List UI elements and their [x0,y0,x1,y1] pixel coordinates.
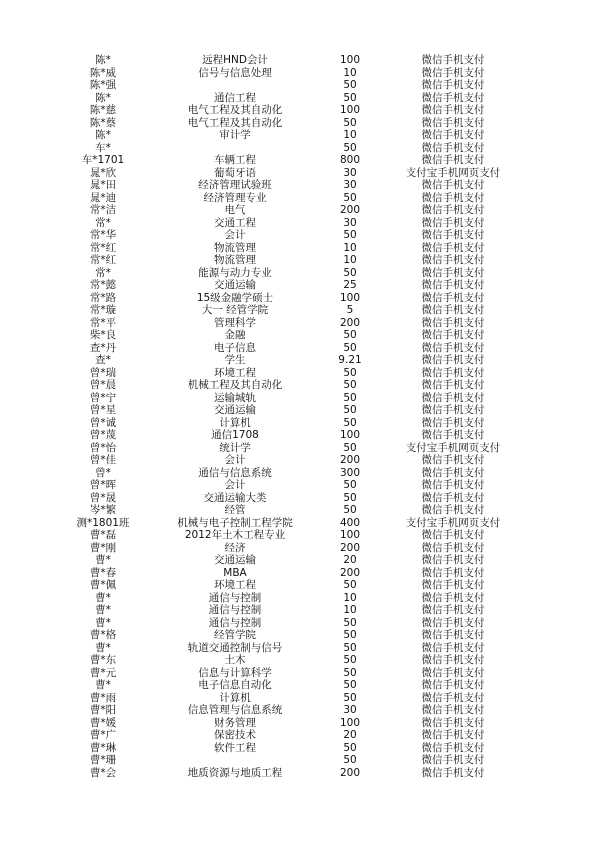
payment-method-cell: 微信手机支付 [421,641,485,654]
donor-name-cell: 曹*琳 [89,741,117,754]
major-cell: 运输城轨 [214,391,256,404]
donor-name-cell: 陈* [95,129,111,141]
amount-cell: 50 [343,441,357,454]
amount-cell: 100 [339,54,361,66]
table-row [0,604,600,617]
table-row [0,729,600,742]
table-row [0,367,600,380]
table-row [0,479,600,492]
table-row [0,79,600,92]
donor-name-cell: 曹*刚 [89,541,117,554]
amount-cell: 200 [339,316,361,329]
payment-method-cell: 微信手机支付 [421,341,485,354]
table-row [0,454,600,467]
major-cell: 信息管理与信息系统 [187,704,283,716]
amount-cell: 30 [343,179,357,191]
table-row [0,104,600,117]
payment-method-cell: 微信手机支付 [421,241,485,254]
major-cell: 地质资源与地质工程 [187,766,283,779]
table-row [0,717,600,730]
major-cell: 15级金融学硕士 [196,291,274,304]
amount-cell: 50 [343,391,357,404]
major-cell: 计算机 [219,416,251,429]
donor-name-cell: 曾* [95,466,111,479]
amount-cell: 50 [343,329,357,341]
major-cell: 机械工程及其自动化 [187,379,283,391]
payment-method-cell: 微信手机支付 [421,529,485,541]
major-cell: 电子信息 [214,341,256,354]
amount-cell: 100 [339,529,361,541]
amount-cell: 50 [343,79,357,91]
amount-cell: 30 [343,166,357,179]
donor-name-cell: 晁*迪 [89,191,117,204]
payment-method-cell: 微信手机支付 [421,541,485,554]
amount-cell: 100 [339,429,361,441]
amount-cell: 20 [343,554,357,566]
major-cell: 物流管理 [214,241,256,254]
payment-method-cell: 微信手机支付 [421,279,485,291]
amount-cell: 50 [343,266,357,279]
table-row [0,742,600,755]
major-cell: 信息与计算科学 [198,666,272,679]
major-cell: 电气工程及其自动化 [187,104,283,116]
amount-cell: 50 [343,754,357,766]
donor-name-cell: 常*红 [89,254,117,266]
donor-name-cell: 曹*广 [89,729,117,741]
table-row [0,542,600,555]
table-row [0,654,600,667]
payment-method-cell: 微信手机支付 [421,141,485,154]
table-row [0,617,600,630]
major-cell: 经济管理专业 [203,191,267,204]
payment-method-cell: 微信手机支付 [421,304,485,316]
amount-cell: 800 [339,154,361,166]
payment-method-cell: 微信手机支付 [421,554,485,566]
payment-method-cell: 微信手机支付 [421,579,485,591]
donor-name-cell: 常*洁 [89,204,117,216]
major-cell: 会计 [224,454,246,466]
donor-name-cell: 查*丹 [89,341,117,354]
payment-method-cell: 微信手机支付 [421,316,485,329]
donor-name-cell: 曹*东 [89,654,117,666]
table-row [0,417,600,430]
donor-name-cell: 曹* [95,591,111,604]
payment-method-cell: 微信手机支付 [421,266,485,279]
table-row [0,354,600,367]
table-row [0,329,600,342]
donor-name-cell: 曾*星 [89,404,117,416]
major-cell: 信号与信息处理 [198,66,272,79]
donor-name-cell: 陈* [95,91,111,104]
amount-cell: 50 [343,91,357,104]
major-cell: 通信与信息系统 [198,466,272,479]
amount-cell: 50 [343,379,357,391]
table-row [0,529,600,542]
payment-method-cell: 微信手机支付 [421,79,485,91]
table-row [0,279,600,292]
payment-method-cell: 微信手机支付 [421,66,485,79]
major-cell: 保密技术 [214,729,256,741]
table-row [0,217,600,230]
payment-method-cell: 微信手机支付 [421,329,485,341]
donor-name-cell: 常*懿 [89,279,117,291]
donor-name-cell: 曹*珊 [89,754,117,766]
donor-name-cell: 陈* [95,54,111,66]
amount-cell: 100 [339,716,361,729]
donor-name-cell: 曾*蔑 [89,429,117,441]
donor-name-cell: 曹* [95,554,111,566]
donation-table [0,54,600,779]
table-row [0,179,600,192]
donor-name-cell: 曹* [95,616,111,629]
donor-name-cell: 晁*田 [89,179,117,191]
donor-name-cell: 曹*雨 [89,691,117,704]
donor-name-cell: 常* [95,266,111,279]
payment-method-cell: 微信手机支付 [421,429,485,441]
payment-method-cell: 微信手机支付 [421,254,485,266]
payment-method-cell: 支付宝手机网页支付 [405,441,501,454]
table-row [0,167,600,180]
payment-method-cell: 微信手机支付 [421,366,485,379]
table-row [0,229,600,242]
table-row [0,67,600,80]
donor-name-cell: 车*1701 [81,154,125,166]
major-cell: 交通运输 [214,279,256,291]
major-cell: 环境工程 [214,579,256,591]
payment-method-cell: 微信手机支付 [421,104,485,116]
amount-cell: 10 [343,66,357,79]
payment-method-cell: 微信手机支付 [421,116,485,129]
major-cell: 通信与控制 [208,616,262,629]
major-cell: 会计 [224,229,246,241]
payment-method-cell: 微信手机支付 [421,91,485,104]
amount-cell: 50 [343,741,357,754]
major-cell: 通信与控制 [208,604,262,616]
payment-method-cell: 微信手机支付 [421,216,485,229]
amount-cell: 10 [343,129,357,141]
major-cell: MBA [223,566,247,579]
table-row [0,304,600,317]
payment-method-cell: 微信手机支付 [421,454,485,466]
table-row [0,254,600,267]
donor-name-cell: 常*路 [89,291,117,304]
payment-method-cell: 微信手机支付 [421,179,485,191]
major-cell: 统计学 [219,441,251,454]
table-row [0,267,600,280]
donor-name-cell: 曾*诚 [89,416,117,429]
amount-cell: 200 [339,566,361,579]
payment-method-cell: 微信手机支付 [421,666,485,679]
donor-name-cell: 测*1801班 [76,516,130,529]
table-row [0,292,600,305]
payment-method-cell: 微信手机支付 [421,654,485,666]
payment-method-cell: 微信手机支付 [421,704,485,716]
payment-method-cell: 微信手机支付 [421,616,485,629]
table-row [0,754,600,767]
table-row [0,342,600,355]
amount-cell: 50 [343,691,357,704]
table-row [0,117,600,130]
donor-name-cell: 曾*宁 [89,391,117,404]
major-cell: 经管 [224,504,246,516]
payment-method-cell: 微信手机支付 [421,679,485,691]
donor-name-cell: 柴*良 [89,329,117,341]
major-cell: 经济 [224,541,246,554]
major-cell: 计算机 [219,691,251,704]
amount-cell: 50 [343,579,357,591]
table-row [0,504,600,517]
payment-method-cell: 微信手机支付 [421,204,485,216]
major-cell: 电子信息自动化 [198,679,272,691]
table-row [0,404,600,417]
donor-name-cell: 常*璇 [89,304,117,316]
donor-name-cell: 常*平 [89,316,117,329]
major-cell: 通信工程 [214,91,256,104]
payment-method-cell: 微信手机支付 [421,404,485,416]
amount-cell: 50 [343,479,357,491]
donor-name-cell: 车* [95,141,111,154]
payment-method-cell: 微信手机支付 [421,504,485,516]
payment-method-cell: 微信手机支付 [421,416,485,429]
table-row [0,192,600,205]
major-cell: 通信与控制 [208,591,262,604]
major-cell: 经管学院 [214,629,256,641]
major-cell: 土木 [224,654,246,666]
major-cell: 审计学 [219,129,251,141]
table-row [0,704,600,717]
payment-method-cell: 微信手机支付 [421,391,485,404]
donor-name-cell: 曹*媛 [89,716,117,729]
table-row [0,317,600,330]
major-cell: 大一 经管学院 [201,304,269,316]
payment-method-cell: 微信手机支付 [421,754,485,766]
amount-cell: 30 [343,216,357,229]
donor-name-cell: 曹*阳 [89,704,117,716]
amount-cell: 50 [343,491,357,504]
payment-method-cell: 微信手机支付 [421,229,485,241]
table-row [0,567,600,580]
table-row [0,554,600,567]
amount-cell: 300 [339,466,361,479]
amount-cell: 10 [343,254,357,266]
table-row [0,692,600,705]
amount-cell: 100 [339,104,361,116]
payment-method-cell: 微信手机支付 [421,716,485,729]
donor-name-cell: 曹*春 [89,566,117,579]
table-row [0,579,600,592]
donor-name-cell: 曾*晟 [89,491,117,504]
donor-name-cell: 常*华 [89,229,117,241]
amount-cell: 50 [343,404,357,416]
donor-name-cell: 查* [95,354,111,366]
payment-method-cell: 支付宝手机网页支付 [405,166,501,179]
amount-cell: 20 [343,729,357,741]
major-cell: 金融 [224,329,246,341]
major-cell: 会计 [224,479,246,491]
major-cell: 车辆工程 [214,154,256,166]
donor-name-cell: 常*红 [89,241,117,254]
amount-cell: 50 [343,229,357,241]
donor-name-cell: 曹*佩 [89,579,117,591]
amount-cell: 200 [339,454,361,466]
major-cell: 2012年土木工程专业 [184,529,286,541]
payment-method-cell: 微信手机支付 [421,604,485,616]
table-row [0,204,600,217]
payment-method-cell: 微信手机支付 [421,291,485,304]
table-row [0,667,600,680]
amount-cell: 5 [346,304,354,316]
donor-name-cell: 陈*慈 [89,104,117,116]
major-cell: 远程HND会计 [202,54,268,66]
donor-name-cell: 陈*强 [89,79,117,91]
table-row [0,517,600,530]
table-row [0,54,600,67]
payment-method-cell: 微信手机支付 [421,766,485,779]
amount-cell: 50 [343,141,357,154]
payment-method-cell: 微信手机支付 [421,129,485,141]
table-row [0,679,600,692]
donor-name-cell: 曹*会 [89,766,117,779]
payment-method-cell: 微信手机支付 [421,191,485,204]
payment-method-cell: 微信手机支付 [421,379,485,391]
amount-cell: 10 [343,591,357,604]
donor-name-cell: 曾*晖 [89,479,117,491]
table-row [0,492,600,505]
donor-name-cell: 曹* [95,679,111,691]
amount-cell: 25 [343,279,357,291]
table-row [0,142,600,155]
amount-cell: 50 [343,616,357,629]
amount-cell: 30 [343,704,357,716]
major-cell: 管理科学 [214,316,256,329]
donor-name-cell: 曾*佳 [89,454,117,466]
donor-name-cell: 曹*元 [89,666,117,679]
table-row [0,379,600,392]
table-row [0,592,600,605]
table-row [0,767,600,780]
payment-method-cell: 微信手机支付 [421,466,485,479]
payment-method-cell: 微信手机支付 [421,691,485,704]
major-cell: 电气工程及其自动化 [187,116,283,129]
major-cell: 交通运输 [214,404,256,416]
payment-method-cell: 微信手机支付 [421,479,485,491]
major-cell: 经济管理试验班 [198,179,272,191]
major-cell: 软件工程 [214,741,256,754]
donor-name-cell: 岑*繁 [89,504,117,516]
amount-cell: 50 [343,191,357,204]
major-cell: 学生 [224,354,246,366]
amount-cell: 50 [343,116,357,129]
donor-name-cell: 曾*怡 [89,441,117,454]
amount-cell: 50 [343,679,357,691]
major-cell: 轨道交通控制与信号 [187,641,283,654]
major-cell: 财务管理 [214,716,256,729]
amount-cell: 10 [343,241,357,254]
table-row [0,467,600,480]
table-row [0,154,600,167]
major-cell: 电气 [224,204,246,216]
amount-cell: 50 [343,641,357,654]
payment-method-cell: 微信手机支付 [421,741,485,754]
table-row [0,642,600,655]
donor-name-cell: 曹* [95,604,111,616]
amount-cell: 50 [343,654,357,666]
payment-method-cell: 微信手机支付 [421,354,485,366]
table-row [0,92,600,105]
payment-method-cell: 微信手机支付 [421,729,485,741]
major-cell: 葡萄牙语 [214,166,256,179]
donor-name-cell: 曹*格 [89,629,117,641]
payment-method-cell: 微信手机支付 [421,591,485,604]
table-row [0,629,600,642]
major-cell: 机械与电子控制工程学院 [177,516,293,529]
amount-cell: 100 [339,291,361,304]
major-cell: 能源与动力专业 [198,266,272,279]
donor-name-cell: 陈*蔡 [89,116,117,129]
major-cell: 交通运输大类 [203,491,267,504]
amount-cell: 50 [343,366,357,379]
amount-cell: 400 [339,516,361,529]
major-cell: 交通运输 [214,554,256,566]
major-cell: 物流管理 [214,254,256,266]
payment-method-cell: 微信手机支付 [421,54,485,66]
amount-cell: 50 [343,341,357,354]
amount-cell: 9.21 [338,354,362,366]
amount-cell: 50 [343,666,357,679]
amount-cell: 50 [343,629,357,641]
amount-cell: 10 [343,604,357,616]
payment-method-cell: 微信手机支付 [421,629,485,641]
donor-name-cell: 曾*晨 [89,379,117,391]
donor-name-cell: 曹*磊 [89,529,117,541]
payment-method-cell: 微信手机支付 [421,154,485,166]
table-row [0,429,600,442]
major-cell: 交通工程 [214,216,256,229]
major-cell: 环境工程 [214,366,256,379]
table-row [0,442,600,455]
amount-cell: 50 [343,416,357,429]
payment-method-cell: 微信手机支付 [421,566,485,579]
table-row [0,242,600,255]
amount-cell: 50 [343,504,357,516]
donor-name-cell: 曾*瑞 [89,366,117,379]
amount-cell: 200 [339,766,361,779]
donor-name-cell: 晁*欣 [89,166,117,179]
donor-name-cell: 曹* [95,641,111,654]
major-cell: 通信1708 [211,429,259,441]
table-row [0,392,600,405]
payment-method-cell: 支付宝手机网页支付 [405,516,501,529]
table-row [0,129,600,142]
donor-name-cell: 常* [95,216,111,229]
payment-method-cell: 微信手机支付 [421,491,485,504]
donor-name-cell: 陈*威 [89,66,117,79]
amount-cell: 200 [339,204,361,216]
amount-cell: 200 [339,541,361,554]
